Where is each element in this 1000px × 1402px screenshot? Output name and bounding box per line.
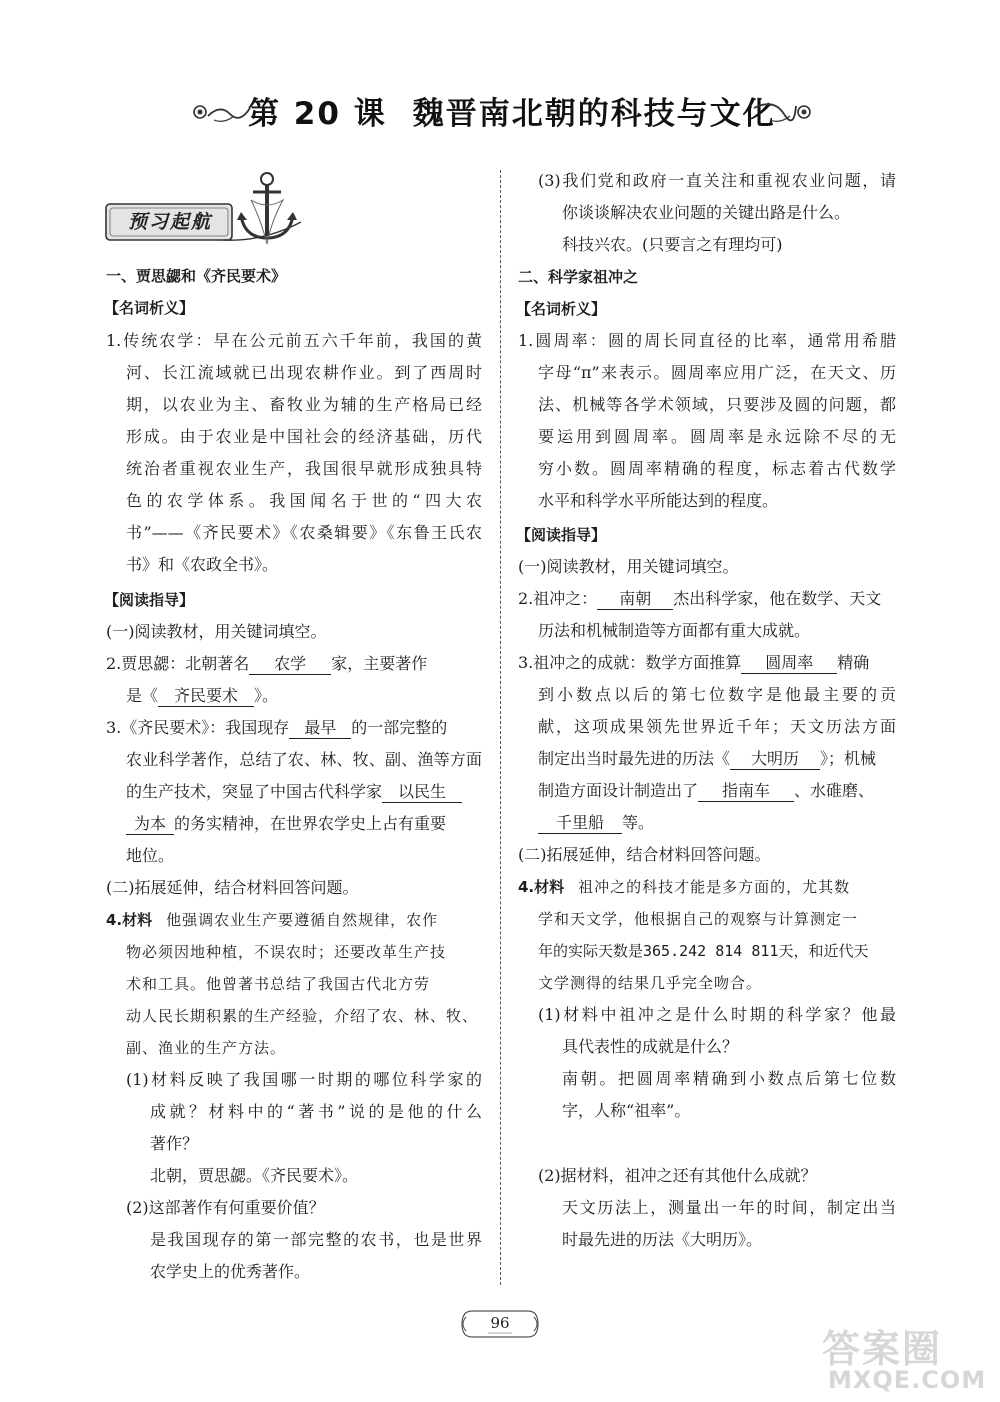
answer-text: 科技兴农。(只要言之有理均可): [562, 235, 783, 254]
question-text: 精确: [837, 653, 870, 672]
term-heading: 【名词析义】: [104, 299, 195, 317]
term-paragraph-line: 书”——《齐民要术》《农桑辑要》《东鲁王氏农: [126, 523, 482, 542]
page-number: 96: [490, 1314, 510, 1332]
anchor-icon: [231, 170, 301, 248]
question-text: 2.祖冲之：: [518, 589, 598, 608]
question-2-line-1: [518, 589, 881, 610]
subsection-two: (二)拓展延伸，结合材料回答问题。: [106, 878, 359, 897]
question-text: 》；机械: [820, 749, 877, 768]
answer-text: 字，人称“祖率”。: [562, 1101, 691, 1120]
term-paragraph-line: 法、机械等各学术领域，只要涉及圆的问题，都: [538, 395, 896, 414]
question-2-line-1: [106, 654, 427, 675]
subsection-one: (一)阅读教材，用关键词填空。: [106, 622, 327, 641]
watermark: [818, 1318, 993, 1398]
question-3-line-5: [538, 781, 874, 802]
material-line-1: [106, 910, 438, 930]
answer-blank: 为本: [126, 814, 174, 835]
term-paragraph-line: 形成。由于农业是中国社会的经济基础，历代: [126, 427, 482, 446]
lesson-subject: 魏晋南北朝的科技与文化: [412, 96, 776, 132]
answer-text: 农学史上的优秀著作。: [150, 1262, 311, 1281]
sub-question-1: 具代表性的成就是什么？: [562, 1037, 739, 1056]
sub-question-2: (2)这部著作有何重要价值？: [126, 1198, 325, 1217]
sub-question-3: (3)我们党和政府一直关注和重视农业问题，请: [538, 171, 896, 190]
term-paragraph-line: 水平和科学水平所能达到的程度。: [538, 491, 779, 510]
material-text: 祖冲之的科技才能是多方面的，尤其数: [578, 878, 851, 896]
reading-guide-heading: 【阅读指导】: [104, 591, 195, 609]
term-paragraph-line: 字母“π”来表示。圆周率应用广泛，在天文、历: [538, 363, 896, 382]
term-paragraph-line: 色的农学体系。我国闻名于世的“四大农: [126, 491, 482, 510]
question-text: 家，主要著作: [331, 654, 428, 673]
answer-blank: 千里船: [538, 813, 622, 834]
question-3-line-2: 农业科学著作，总结了农、林、牧、副、渔等方面: [126, 750, 482, 769]
term-paragraph-line: 1.传统农学：早在公元前五六千年前，我国的黄: [106, 331, 482, 350]
reading-guide-heading: 【阅读指导】: [516, 526, 607, 544]
term-heading: 【名词析义】: [516, 300, 607, 318]
material-line: 动人民长期积累的生产经验，介绍了农、林、牧、: [126, 1007, 479, 1025]
question-text: 、水碓磨、: [794, 781, 875, 800]
preview-badge: [103, 170, 308, 250]
term-paragraph-line: 河、长江流域就已出现农耕作业。到了西周时: [126, 363, 482, 382]
material-line: 术和工具。他曾著书总结了我国古代北方劳: [126, 975, 431, 993]
question-3-line-6: [538, 813, 654, 834]
question-text: 的生产技术，突显了中国古代科学家: [126, 782, 383, 801]
material-line: 文学测得的结果几乎完全吻合。: [538, 974, 763, 992]
question-text: 的一部完整的: [351, 718, 448, 737]
sub-question-2: (2)据材料，祖冲之还有其他什么成就？: [538, 1166, 817, 1185]
material-line: 年的实际天数是365.242 814 811天，和近代天: [538, 942, 869, 960]
answer-text: 北朝，贾思勰。《齐民要术》。: [150, 1166, 359, 1185]
term-paragraph-line: 穷小数。圆周率精确的程度，标志着古代数学: [538, 459, 896, 478]
question-3-line-1: [518, 653, 869, 674]
answer-blank: 南朝: [597, 589, 673, 610]
page-number-badge: [458, 1305, 542, 1343]
material-line: 学和天文学，他根据自己的观察与计算测定一: [538, 910, 859, 928]
answer-text: 天文历法上，测量出一年的时间，制定出当: [562, 1198, 896, 1217]
sub-question-1: (1)材料中祖冲之是什么时期的科学家？他最: [538, 1005, 896, 1024]
watermark-logo-text: 答案圈: [822, 1327, 943, 1371]
material-line-1: [518, 877, 850, 897]
term-paragraph-line: 统治者重视农业生产，我国很早就形成独具特: [126, 459, 482, 478]
subsection-two: (二)拓展延伸，结合材料回答问题。: [518, 845, 771, 864]
section-heading-2: 二、科学家祖冲之: [518, 268, 639, 286]
material-line: 副、渔业的生产方法。: [126, 1039, 287, 1057]
subsection-one: (一)阅读教材，用关键词填空。: [518, 557, 739, 576]
material-label: 4.材料: [518, 878, 565, 896]
question-text: 杰出科学家，他在数学、天文: [673, 589, 882, 608]
question-3-line-5: 地位。: [126, 846, 175, 865]
term-paragraph-line: 期，以农业为主、畜牧业为辅的生产格局已经: [126, 395, 482, 414]
question-text: 3.祖冲之的成就：数学方面推算: [518, 653, 742, 672]
question-text: 制造方面设计制造出了: [538, 781, 699, 800]
lesson-title-bar: [0, 84, 1000, 140]
lesson-number: 第 20 课: [248, 96, 387, 132]
question-text: 3.《齐民要术》：我国现存: [106, 718, 290, 737]
question-2-line-2: [126, 686, 278, 707]
badge-label: 预习起航: [127, 211, 212, 233]
watermark-url: MXQE.COM: [828, 1366, 987, 1394]
question-text: 》。: [254, 686, 279, 705]
question-2-line-2: 历法和机械制造等方面都有重大成就。: [538, 621, 811, 640]
answer-blank: 最早: [289, 718, 351, 739]
answer-blank: 农学: [249, 654, 331, 675]
question-text: 是《: [126, 686, 159, 705]
question-3-line-4: [126, 814, 446, 835]
question-text: 等。: [622, 813, 655, 832]
term-paragraph-line: 书》和《农政全书》。: [126, 555, 279, 574]
question-3-line-3: 献，这项成果领先世界近千年；天文历法方面: [538, 717, 896, 736]
material-label: 4.材料: [106, 911, 153, 929]
answer-blank: 指南车: [698, 781, 794, 802]
sub-question-1: (1)材料反映了我国哪一时期的哪位科学家的: [126, 1070, 482, 1089]
question-3-line-3: [126, 782, 462, 803]
answer-text: 南朝。把圆周率精确到小数点后第七位数: [562, 1069, 896, 1088]
section-heading-1: 一、贾思勰和《齐民要术》: [106, 267, 287, 285]
term-paragraph-line: 1.圆周率：圆的周长同直径的比率，通常用希腊: [518, 331, 896, 350]
question-text: 制定出当时最先进的历法《: [538, 749, 731, 768]
answer-blank: 圆周率: [741, 653, 837, 674]
sub-question-1: 著作？: [150, 1134, 199, 1153]
question-text: 2.贾思勰：北朝著名: [106, 654, 250, 673]
right-flourish-icon: [752, 94, 814, 128]
column-divider: [500, 170, 501, 1285]
answer-blank: 大明历: [730, 749, 820, 770]
question-text: 的务实精神，在世界农学史上占有重要: [174, 814, 447, 833]
material-text: 他强调农业生产要遵循自然规律，农作: [166, 911, 439, 929]
answer-text: 是我国现存的第一部完整的农书，也是世界: [150, 1230, 482, 1249]
answer-text: 时最先进的历法《大明历》。: [562, 1230, 763, 1249]
sub-question-1: 成就？材料中的“著书”说的是他的什么: [150, 1102, 482, 1121]
term-paragraph-line: 要运用到圆周率。圆周率是永远除不尽的无: [538, 427, 896, 446]
page-title: [248, 88, 776, 133]
answer-blank: 齐民要术: [158, 686, 254, 707]
question-3-line-1: [106, 718, 447, 739]
question-3-line-2: 到小数点以后的第七位数字是他最主要的贡: [538, 685, 896, 704]
material-line: 物必须因地种植，不误农时；还要改革生产技: [126, 943, 447, 961]
left-flourish-icon: [190, 94, 252, 128]
answer-blank: 以民生: [382, 782, 462, 803]
sub-question-3: 你谈谈解决农业问题的关键出路是什么。: [562, 203, 851, 222]
question-3-line-4: [538, 749, 876, 770]
